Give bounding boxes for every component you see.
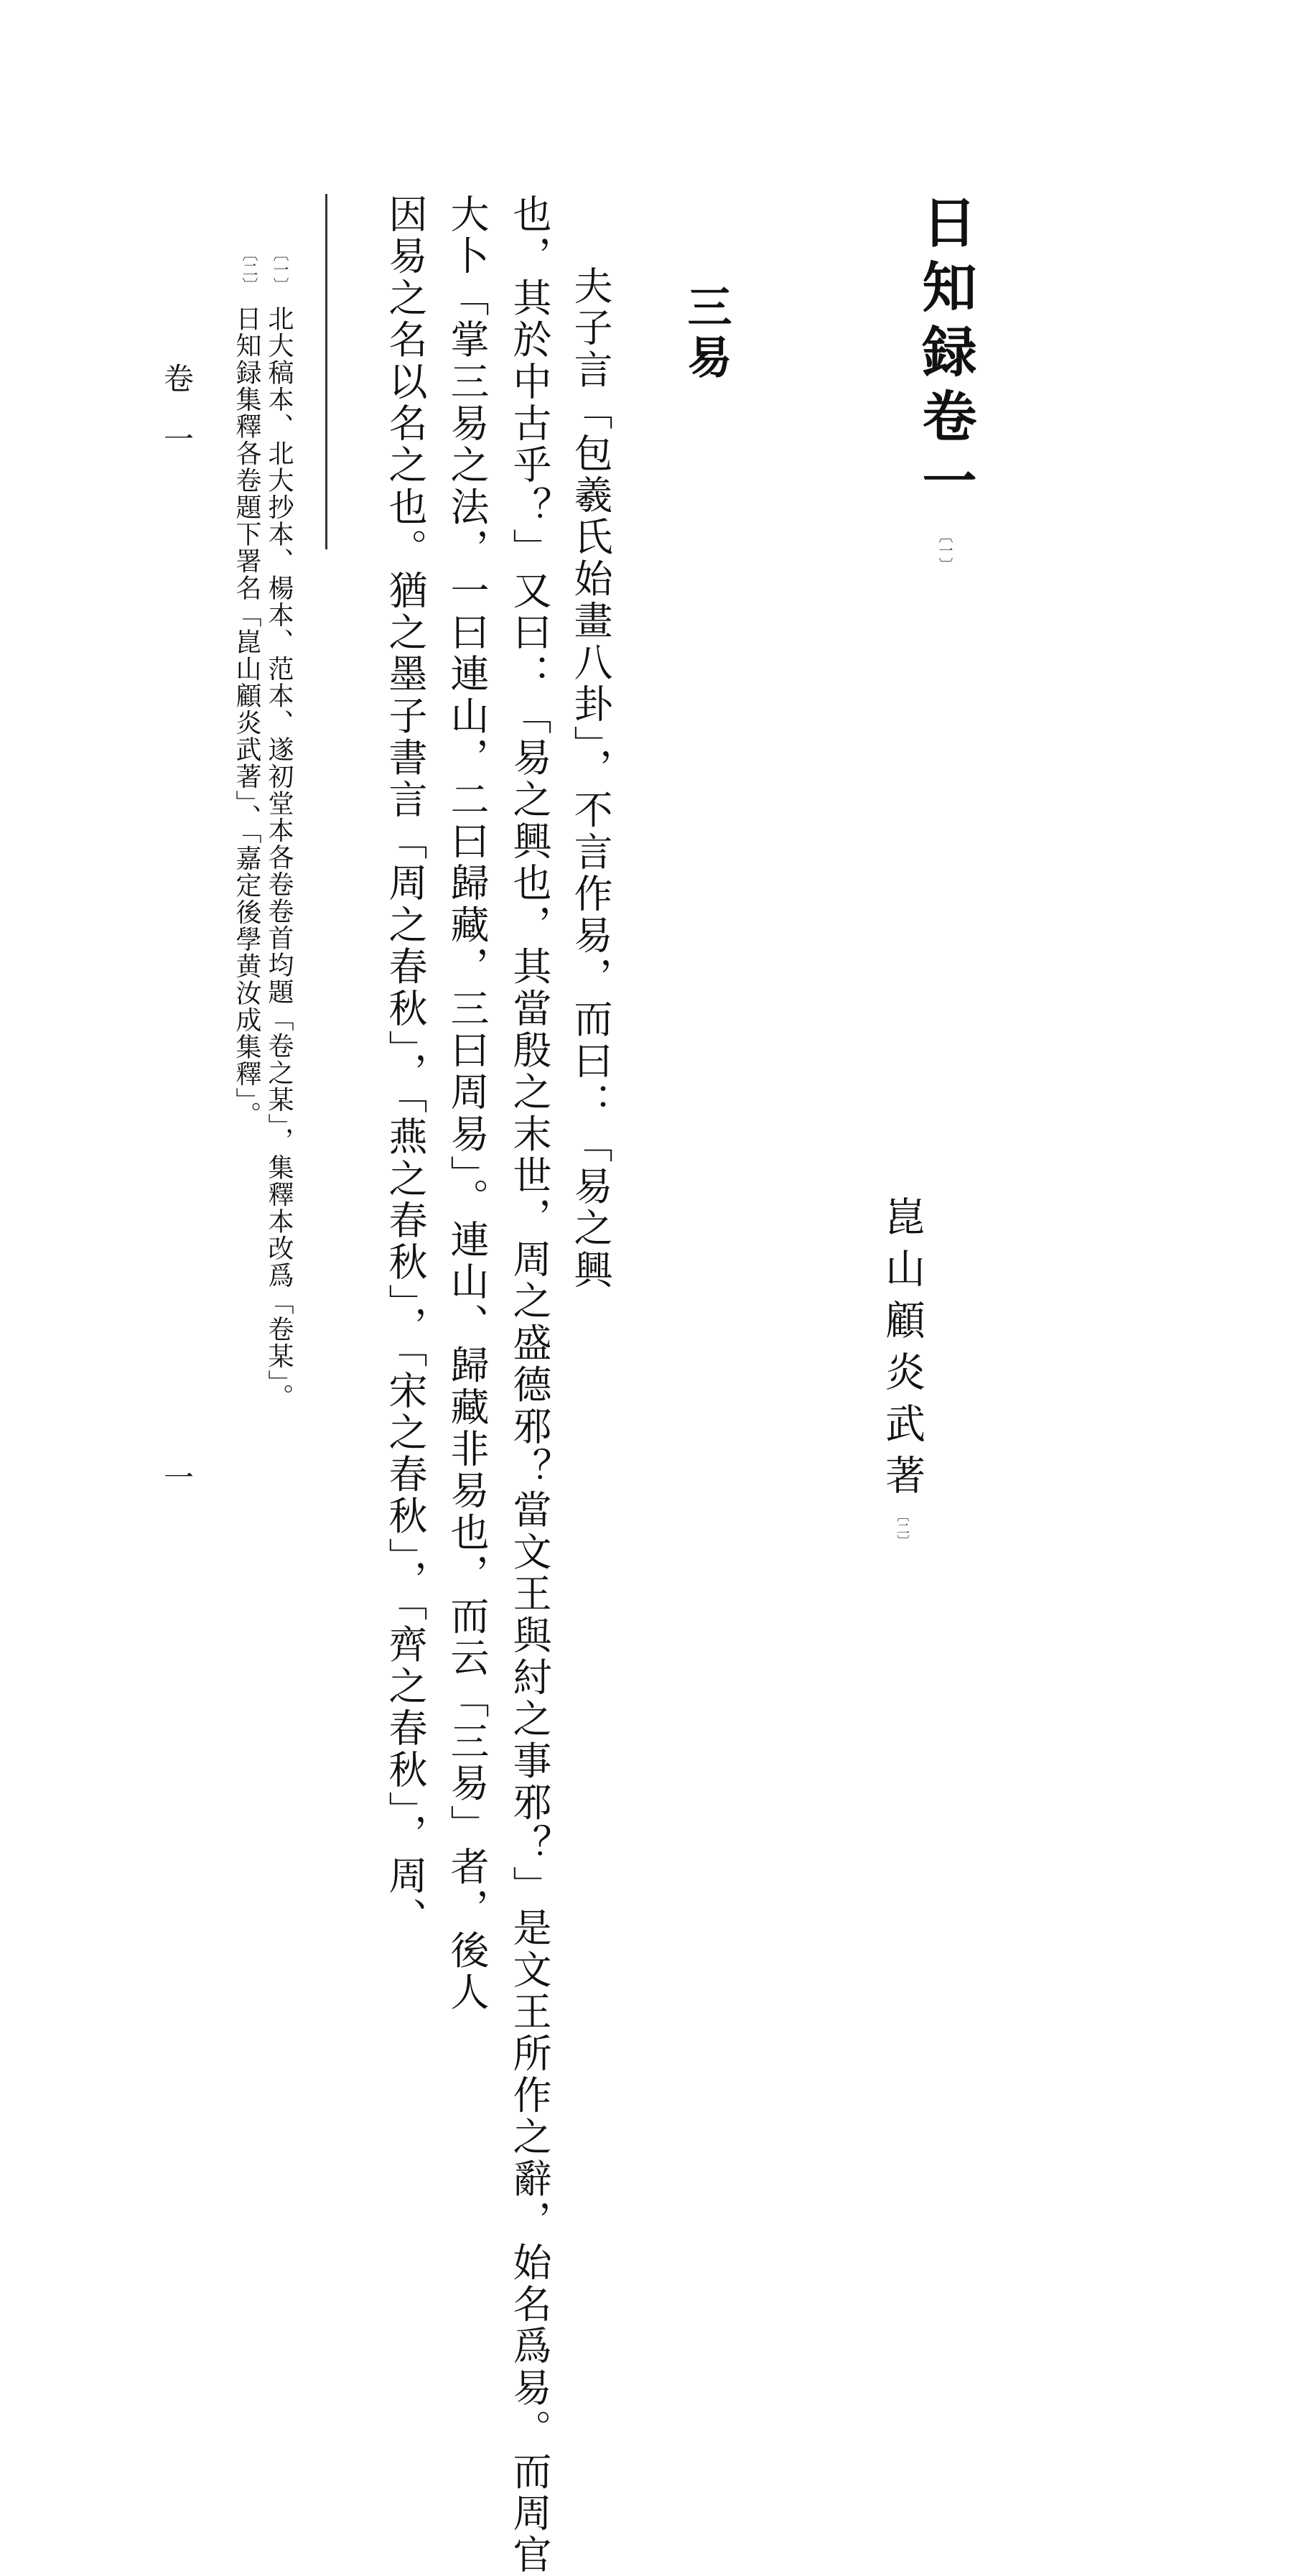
book-title-text: 日知録卷一	[913, 194, 977, 517]
page-number: 一	[159, 1461, 195, 1492]
body-line-3: 大卜「掌三易之法，一曰連山，二曰歸藏，三曰周易」。連山、歸藏非易也，而云「三易」者，後人	[444, 194, 490, 2014]
running-head: 卷一	[159, 363, 195, 483]
footnote-2-text: 日知録集釋各卷題下署名「崑山顧炎武著」、「嘉定後學黄汝成集釋」。	[232, 305, 261, 1128]
section-title: 三易	[680, 284, 732, 384]
book-title	[913, 194, 977, 572]
author-line	[879, 1196, 925, 1548]
title-note-mark[interactable]: 〔一〕	[936, 529, 953, 572]
author-note-mark[interactable]: 〔二〕	[895, 1509, 910, 1548]
author-text: 崑山顧炎武著	[879, 1196, 925, 1506]
footnote-1-text: 北大稿本、北大抄本、楊本、范本、遂初堂本各卷卷首均題「卷之某」，集釋本改爲「卷某」。	[264, 305, 294, 1410]
body-line-1: 夫子言「包羲氏始畫八卦」，不言作易，而曰：「易之興	[568, 266, 613, 1291]
footnote-2-mark: 〔二〕	[240, 246, 258, 293]
footnote-1-mark: 〔一〕	[271, 246, 289, 293]
body-line-4: 因易之名以名之也。猶之墨子書言「周之春秋」，「燕之春秋」，「宋之春秋」，「齊之春秋」，周、	[383, 194, 428, 1939]
body-line-2: 也，其於中古乎？」又曰：「易之興也，其當殷之末世，周之盛德邪？當文王與紂之事邪？」是文王所作之辭，始名爲易。而周官	[507, 194, 552, 2576]
footnote-divider	[325, 194, 327, 549]
